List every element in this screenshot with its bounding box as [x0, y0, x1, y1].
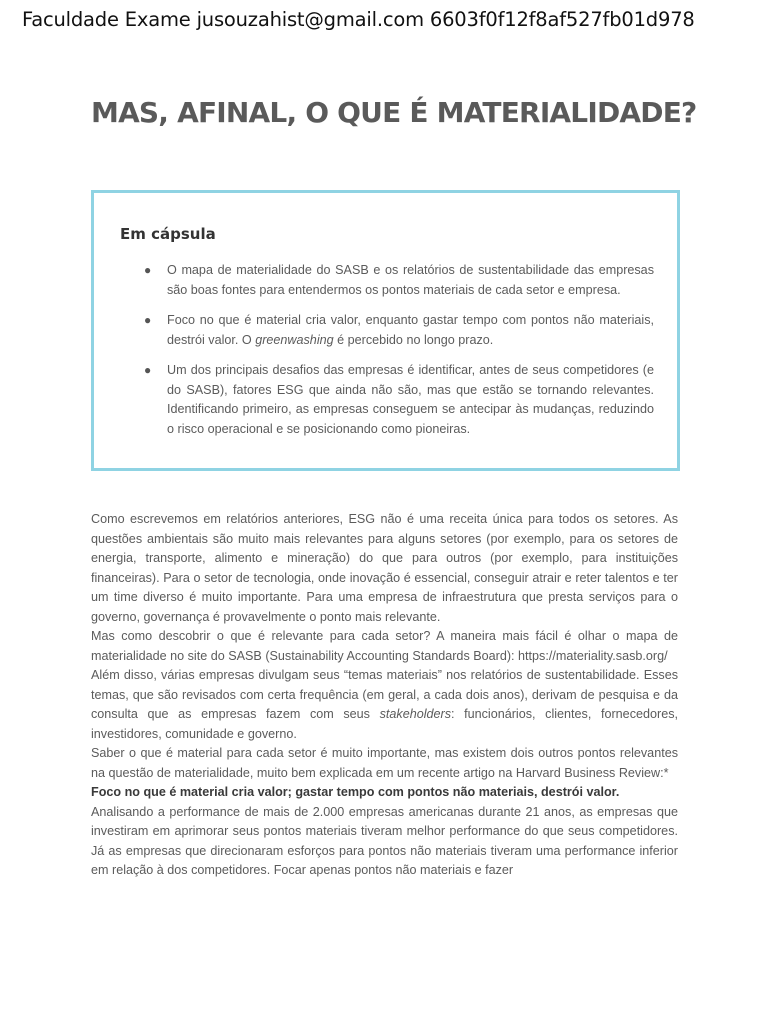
paragraph: Mas como descobrir o que é relevante para cada setor? A maneira mais fácil é olhar o mapa de materialidade no site do SASB (Sustainability Accounting Standards Board): https://materiality.sasb.org/: [91, 629, 678, 663]
bullet-text: O mapa de materialidade do SASB e os relatórios de sustentabilidade das empresas são boas fontes para entendermos os pontos materiais de cada setor e empresa.: [167, 263, 654, 297]
summary-list: [116, 261, 654, 450]
paragraph: Como escrevemos em relatórios anteriores, ESG não é uma receita única para todos os setores. As questões ambientais são muito mais relevantes para alguns setores (por exemplo, para os setores de energia, transporte, alimento e mineração) do que para outros (por exemplo, para instituições financeiras). Para o setor de tecnologia, onde inovação é essencial, conseguir atrair e reter talentos e ter um time diverso é muito importante. Para uma empresa de infraestrutura que presta serviços para o governo, governança é provavelmente o ponto mais relevante.: [91, 512, 678, 624]
summary-box: [91, 190, 680, 471]
summary-bullet: [116, 361, 654, 439]
bold-statement: Foco no que é material cria valor; gastar tempo com pontos não materiais, destrói valor.: [91, 785, 620, 799]
bullet-dot-icon: ●: [144, 363, 152, 377]
bullet-dot-icon: ●: [144, 263, 152, 277]
paragraph-emphasis: stakeholders: [379, 707, 451, 721]
page-title: MAS, AFINAL, O QUE É MATERIALIDADE?: [91, 96, 697, 129]
bullet-emphasis: greenwashing: [255, 332, 334, 347]
watermark-text: Faculdade Exame jusouzahist@gmail.com 6603f0f12f8af527fb01d978: [22, 8, 695, 31]
summary-bullet: [116, 311, 654, 350]
article-body: [91, 510, 678, 881]
paragraph: Saber o que é material para cada setor é muito importante, mas existem dois outros pontos relevantes na questão de materialidade, muito bem explicada em um recente artigo na Harvard Business Review:*: [91, 746, 678, 780]
bullet-text: Foco no que é material cria valor, enquanto gastar tempo com pontos não materiais, destrói valor. O: [167, 313, 654, 347]
summary-heading: Em cápsula: [120, 225, 216, 243]
bullet-text-end: é percebido no longo prazo.: [333, 332, 494, 347]
paragraph: Analisando a performance de mais de 2.000 empresas americanas durante 21 anos, as empresas que investiram em aprimorar seus pontos materiais tiveram melhor performance do que seus competidores. Já as empresas que direcionaram esforços para pontos não materiais tiveram uma performance inferior em relação à dos competidores. Focar apenas pontos não materiais e fazer: [91, 804, 678, 877]
paragraph-text-end: : funcionários, clientes, fornecedores, investidores, comunidade e governo.: [91, 707, 678, 741]
summary-bullet: [116, 261, 654, 300]
bullet-text: Um dos principais desafios das empresas é identificar, antes de seus competidores (e do SASB), fatores ESG que ainda não são, mas que estão se tornando relevantes. Identificando primeiro, as empresas conseguem se antecipar às mudanças, reduzindo o risco operacional e se posicionando como pioneiras.: [167, 363, 654, 436]
paragraph: [91, 666, 678, 744]
bullet-dot-icon: ●: [144, 313, 152, 327]
paragraph-text: Além disso, várias empresas divulgam seus “temas materiais” nos relatórios de sustentabilidade. Esses temas, que são revisados com certa frequência (em geral, a cada dois anos), derivam de pesquisa e da consulta que as empresas fazem com seus: [91, 668, 678, 721]
